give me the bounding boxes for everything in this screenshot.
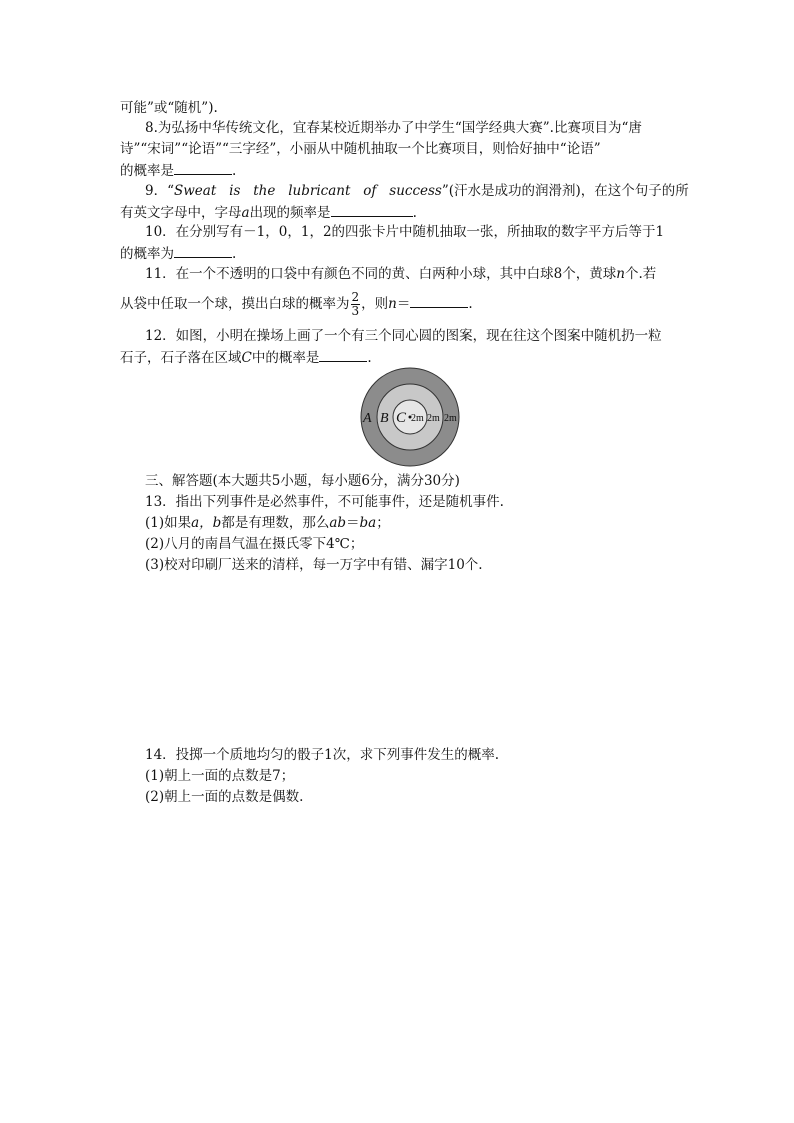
q9-letter: a: [241, 205, 250, 221]
label-b: B: [380, 411, 389, 426]
q10-line2: [120, 244, 236, 263]
q10-answer-blank[interactable]: [174, 244, 232, 258]
q7-tail: 可能”或“随机”).: [120, 100, 218, 116]
q8-line3-end: .: [232, 163, 237, 179]
q9-line2-c: .: [412, 205, 417, 221]
q8-line2: 诗”“宋词”“论语”“三字经”，小丽从中随机抽取一个比赛项目，则恰好抽中“论语”: [120, 141, 601, 157]
q9-answer-blank[interactable]: [331, 203, 413, 217]
q8-line3: [120, 161, 236, 180]
q11-line1-b: 个.若: [624, 266, 657, 282]
q11-line1-a: 11．在一个不透明的口袋中有颜色不同的黄、白两种小球，其中白球8个，黄球: [145, 266, 617, 282]
q13-p1-eq2: ba: [359, 515, 377, 531]
q11-answer-blank[interactable]: [410, 294, 468, 308]
q9-line2: [120, 203, 417, 222]
section3-title: 三、解答题(本大题共5小题，每小题6分，满分30分): [145, 473, 460, 489]
q11-var-n: n: [616, 266, 625, 282]
q8-line3-text: 的概率是: [120, 163, 174, 179]
q13-p1-eq1: ab: [329, 515, 347, 531]
label-c: C: [396, 410, 407, 426]
q12-answer-blank[interactable]: [319, 348, 367, 362]
q14-part2: (2)朝上一面的点数是偶数.: [145, 789, 304, 805]
q12-line2: [120, 348, 372, 367]
radius-label-2: 2m: [427, 413, 440, 424]
q10-line2-a: 的概率为: [120, 246, 174, 262]
q11-fraction: [351, 291, 361, 318]
q13-part3: (3)校对印刷厂送来的清样，每一万字中有错、漏字10个.: [145, 557, 483, 573]
q9-line2-b: 出现的频率是: [249, 205, 331, 221]
q9-post: ”(汗水是成功的润滑剂)，在这个句子的所: [441, 183, 689, 199]
q8-line1: 8.为弘扬中华传统文化，宜春某校近期举办了中学生“国学经典大赛”.比赛项目为“唐: [145, 120, 642, 136]
q13-p1-b: 都是有理数，那么: [221, 515, 330, 531]
q10-line2-b: .: [232, 246, 237, 262]
q12-region: C: [241, 350, 252, 366]
q11-line2-d: .: [468, 296, 473, 312]
radius-label-1: 2m: [411, 413, 424, 424]
q12-line2-c: .: [367, 350, 372, 366]
q9-line2-a: 有英文字母中，字母: [120, 205, 242, 221]
q11-fraction-numerator: 2: [351, 290, 360, 304]
q9-pre: 9．“: [145, 183, 174, 199]
q13-p1-eq-sign: ＝: [346, 515, 360, 531]
q12-line1: 12．如图，小明在操场上画了一个有三个同心圆的图案，现在往这个图案中随机扔一粒: [145, 328, 662, 344]
q13-part2: (2)八月的南昌气温在摄氏零下4℃；: [145, 536, 364, 552]
q12-line2-b: 中的概率是: [251, 350, 320, 366]
q14-stem: 14．投掷一个质地均匀的骰子1次，求下列事件发生的概率.: [145, 747, 500, 763]
q9-english-sentence: Sweat is the lubricant of success: [174, 183, 442, 199]
q11-line2-c: ＝: [396, 296, 411, 312]
q11-line2: [120, 290, 473, 318]
q8-answer-blank[interactable]: [174, 161, 232, 175]
q13-p1-vars: a，b: [191, 515, 222, 531]
radius-label-3: 2m: [444, 413, 457, 424]
q11-line1: [145, 265, 656, 283]
label-a: A: [363, 411, 372, 426]
q14-part1: (1)朝上一面的点数是7；: [145, 768, 295, 784]
q13-p1-c: ；: [376, 515, 390, 531]
q13-stem: 13．指出下列事件是必然事件，不可能事件，还是随机事件.: [145, 494, 504, 510]
q11-fraction-denominator: 3: [351, 304, 360, 318]
q10-line1: 10．在分别写有－1，0，1，2的四张卡片中随机抽取一张，所抽取的数字平方后等于1: [145, 224, 665, 240]
q11-line2-a: 从袋中任取一个球，摸出白球的概率为: [120, 296, 350, 312]
q11-var-n-2: n: [388, 296, 397, 312]
q11-line2-b: ，则: [361, 296, 389, 312]
q9-line1: [145, 182, 689, 200]
concentric-circles-figure: [360, 367, 464, 467]
q12-line2-a: 石子，石子落在区域: [120, 350, 242, 366]
q13-p1-a: (1)如果: [145, 515, 192, 531]
q13-part1: [145, 514, 390, 532]
